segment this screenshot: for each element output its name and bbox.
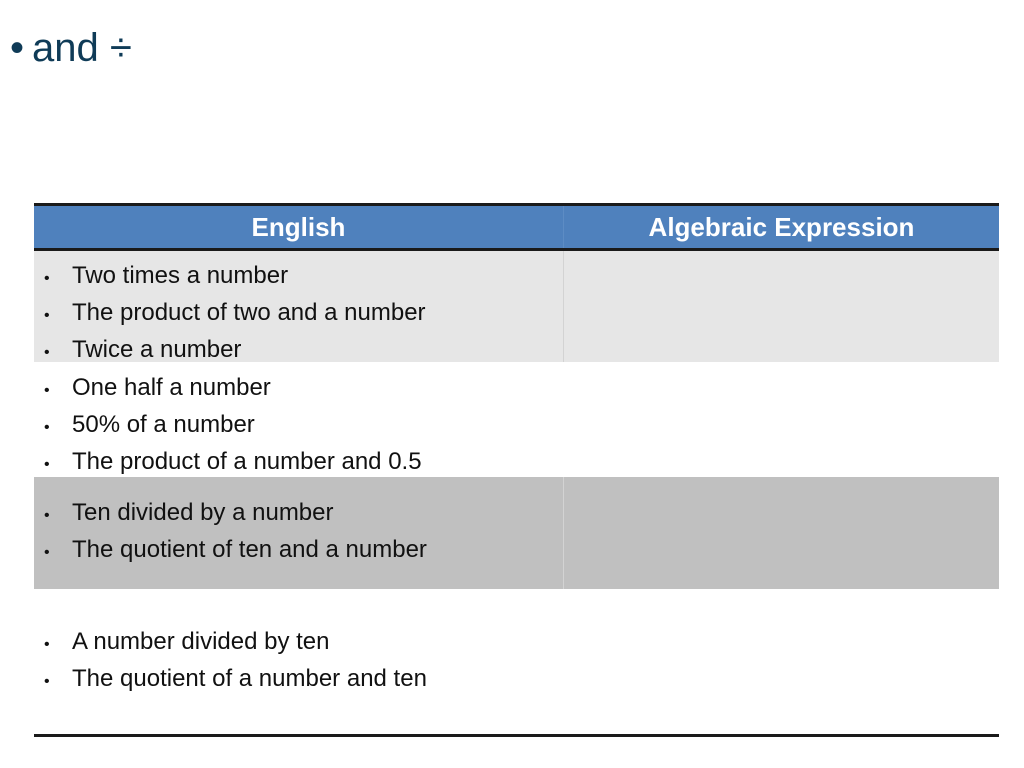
english-cell <box>34 477 564 589</box>
table-row <box>34 477 999 589</box>
phrase-text: The quotient of ten and a number <box>72 536 427 563</box>
slide-title <box>10 24 132 72</box>
title-bullet: • <box>10 26 25 70</box>
phrase-text: The quotient of a number and ten <box>72 664 427 692</box>
bullet: • <box>44 419 50 436</box>
list-item <box>44 259 563 296</box>
expression-cell <box>564 251 999 362</box>
list-item <box>44 496 563 533</box>
list-item <box>44 296 563 333</box>
english-cell <box>34 589 564 734</box>
phrase-text: 50% of a number <box>72 411 255 438</box>
list-item <box>44 625 564 662</box>
phrase-text: Ten divided by a number <box>72 499 334 526</box>
expression-cell <box>564 477 999 589</box>
phrase-list <box>44 625 564 699</box>
phrase-text: Two times a number <box>72 262 289 289</box>
bullet: • <box>44 672 50 690</box>
list-item <box>44 408 564 445</box>
title-text: and ÷ <box>32 26 132 70</box>
phrase-list <box>44 496 563 570</box>
list-item <box>44 533 563 570</box>
header-english: English <box>34 206 564 248</box>
phrase-text: The product of a number and 0.5 <box>72 448 422 475</box>
english-cell <box>34 363 564 477</box>
bullet: • <box>44 507 50 524</box>
phrase-text: Twice a number <box>72 336 242 363</box>
expression-cell <box>564 363 999 477</box>
bullet: • <box>44 382 50 399</box>
header-algebraic-expression: Algebraic Expression <box>648 211 915 242</box>
bullet: • <box>44 344 50 361</box>
expression-cell <box>564 589 999 734</box>
table-row <box>34 363 999 477</box>
bullet: • <box>44 456 50 473</box>
table-row <box>34 589 999 734</box>
english-cell <box>34 251 564 362</box>
table-header-row <box>34 206 999 251</box>
phrase-text: The product of two and a number <box>72 299 426 326</box>
bullet: • <box>44 635 50 653</box>
phrase-list <box>44 371 564 482</box>
phrase-list <box>44 259 563 370</box>
phrase-text: One half a number <box>72 374 271 401</box>
table-row <box>34 251 999 363</box>
bullet: • <box>44 544 50 561</box>
phrase-text: A number divided by ten <box>72 627 330 655</box>
list-item <box>44 662 564 699</box>
expression-table <box>34 203 999 737</box>
list-item <box>44 371 564 408</box>
bullet: • <box>44 270 50 287</box>
bullet: • <box>44 307 50 324</box>
